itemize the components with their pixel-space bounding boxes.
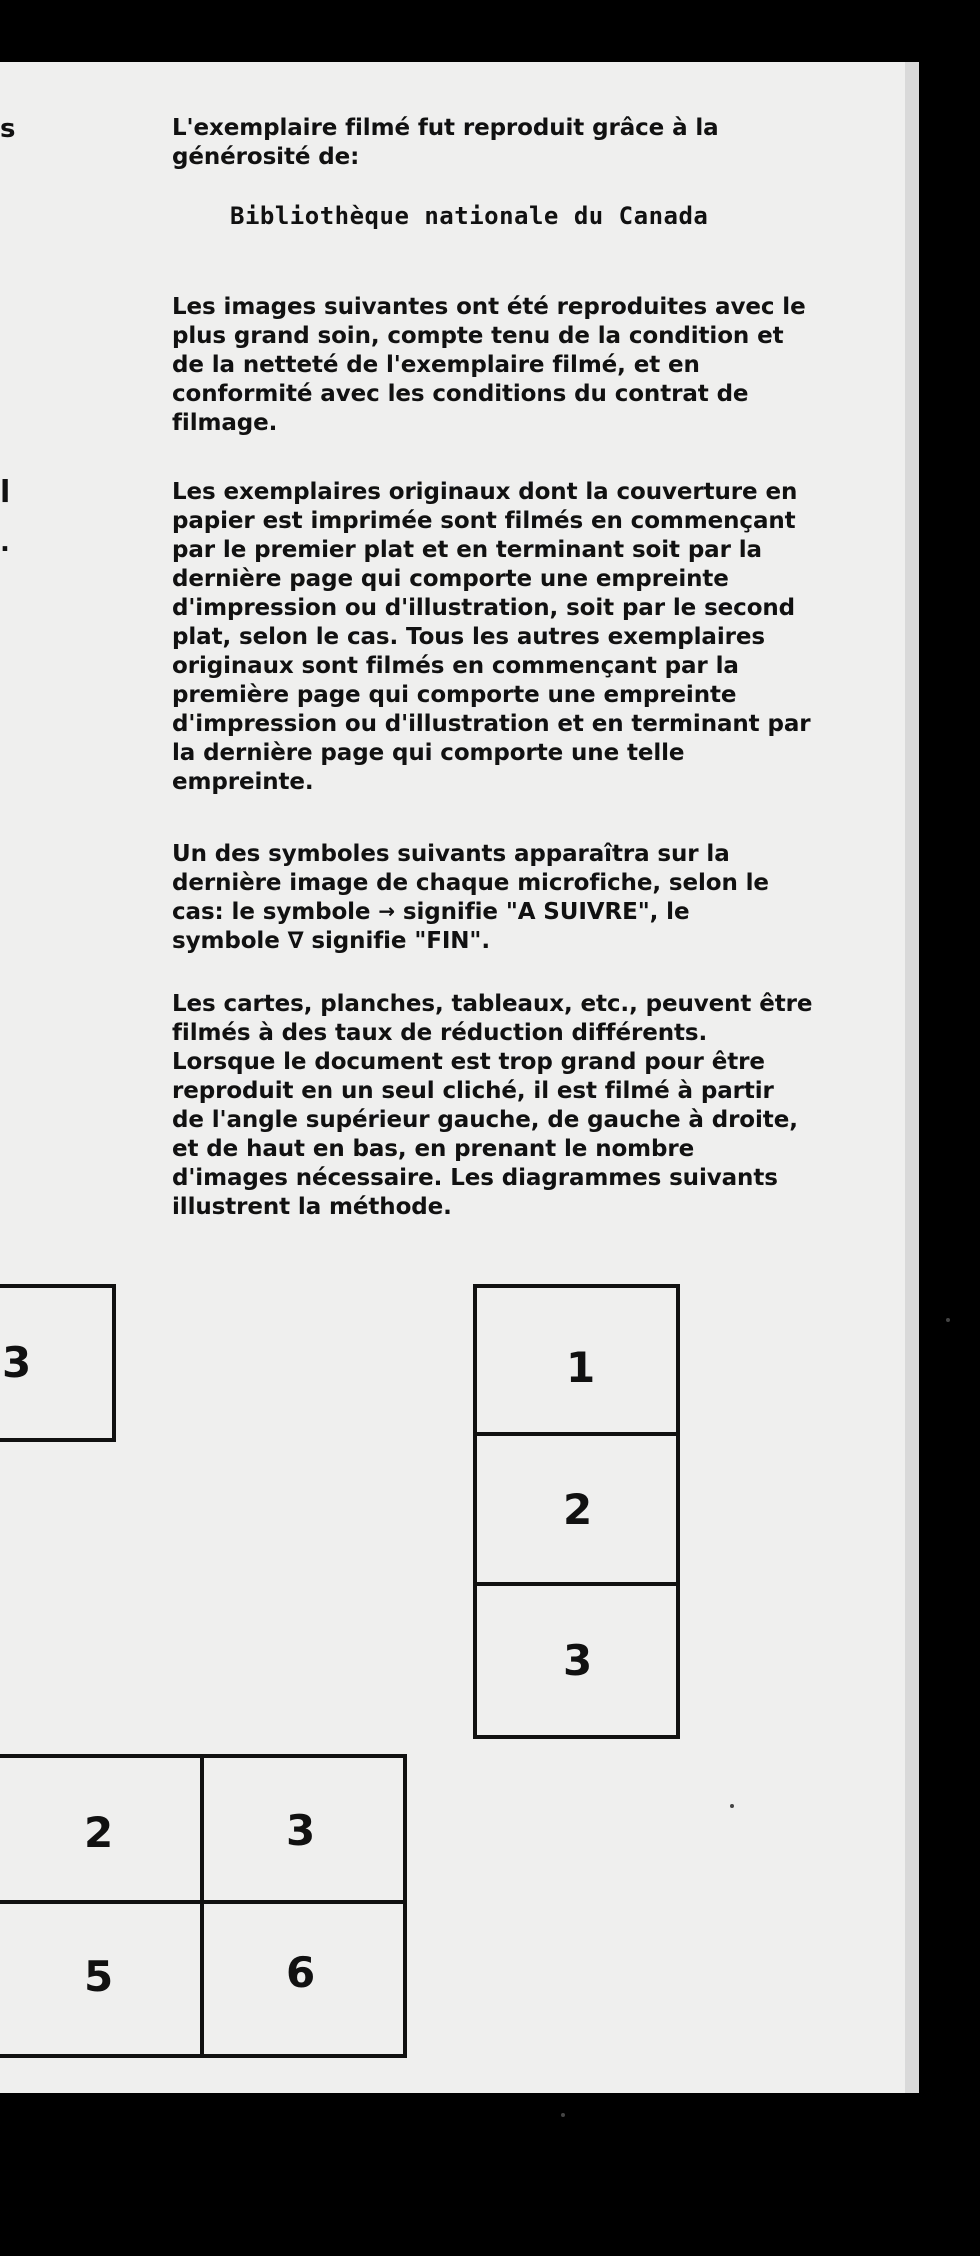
cut-off-punct-mid: . (0, 528, 10, 558)
text-line: symbole ∇ signifie "FIN". (172, 928, 490, 954)
intro-line: générosité de: (172, 144, 360, 170)
text-line: Lorsque le document est trop grand pour être (172, 1049, 765, 1075)
paragraph-symbols (172, 840, 822, 956)
diagram-number: 3 (286, 1806, 316, 1855)
diagram-divider (473, 1582, 680, 1586)
diagram-divider (200, 1754, 204, 2058)
text-line: par le premier plat et en terminant soit par la (172, 537, 762, 563)
text-line: d'images nécessaire. Les diagrammes suivants (172, 1165, 778, 1191)
intro-line: L'exemplaire filmé fut reproduit grâce à la (172, 115, 719, 141)
diagram-number: 3 (563, 1636, 593, 1685)
diagram-number: 6 (286, 1948, 316, 1997)
text-line-with-arrow (172, 898, 822, 927)
diagram-number: 2 (84, 1808, 114, 1857)
text-line: première page qui comporte une empreinte (172, 682, 737, 708)
text-line: plat, selon le cas. Tous les autres exemplaires (172, 624, 765, 650)
text-line: et de haut en bas, en prenant le nombre (172, 1136, 695, 1162)
paragraph-quality (172, 293, 822, 438)
text-line: illustrent la méthode. (172, 1194, 452, 1220)
text-line: Les exemplaires originaux dont la couverture en (172, 479, 798, 505)
page-edge-shadow (905, 62, 919, 2093)
paragraph-originals (172, 478, 822, 797)
text-line: dernière page qui comporte une empreinte (172, 566, 729, 592)
text-line: d'impression ou d'illustration, soit par le second (172, 595, 796, 621)
text-line: originaux sont filmés en commençant par la (172, 653, 739, 679)
text-line: filmage. (172, 410, 278, 436)
text-line: Un des symboles suivants apparaîtra sur la (172, 841, 730, 867)
text-line: Les images suivantes ont été reproduites avec le (172, 294, 806, 320)
text-line: reproduit en un seul cliché, il est filmé à partir (172, 1078, 774, 1104)
text-fragment: signifie "A SUIVRE", le (395, 899, 690, 925)
diagram-number: 2 (563, 1485, 593, 1534)
paragraph-maps (172, 990, 822, 1222)
text-line: empreinte. (172, 769, 314, 795)
cut-off-letter-top: s (0, 114, 16, 144)
text-line: Les cartes, planches, tableaux, etc., peuvent être (172, 991, 813, 1017)
text-line: la dernière page qui comporte une telle (172, 740, 685, 766)
diagram-number: 3 (2, 1338, 32, 1387)
text-line: d'impression ou d'illustration et en terminant par (172, 711, 811, 737)
text-line: de l'angle supérieur gauche, de gauche à droite, (172, 1107, 798, 1133)
scan-speck (946, 1318, 950, 1322)
text-line: de la netteté de l'exemplaire filmé, et en (172, 352, 700, 378)
text-line: filmés à des taux de réduction différents. (172, 1020, 708, 1046)
diagram-number: 1 (566, 1343, 596, 1392)
scan-speck (730, 1804, 734, 1808)
text-line: plus grand soin, compte tenu de la condition et (172, 323, 784, 349)
cut-off-letter-mid: l (0, 475, 11, 510)
text-line: dernière image de chaque microfiche, selon le (172, 870, 769, 896)
arrow-symbol-icon: → (378, 899, 396, 923)
scan-speck (561, 2113, 565, 2117)
diagram-divider (473, 1432, 680, 1436)
intro-text (172, 114, 822, 172)
text-line: conformité avec les conditions du contrat de (172, 381, 749, 407)
text-line: papier est imprimée sont filmés en commençant (172, 508, 796, 534)
text-fragment: cas: le symbole (172, 899, 379, 925)
diagram-number: 5 (84, 1952, 114, 2001)
library-name: Bibliothèque nationale du Canada (230, 202, 709, 230)
